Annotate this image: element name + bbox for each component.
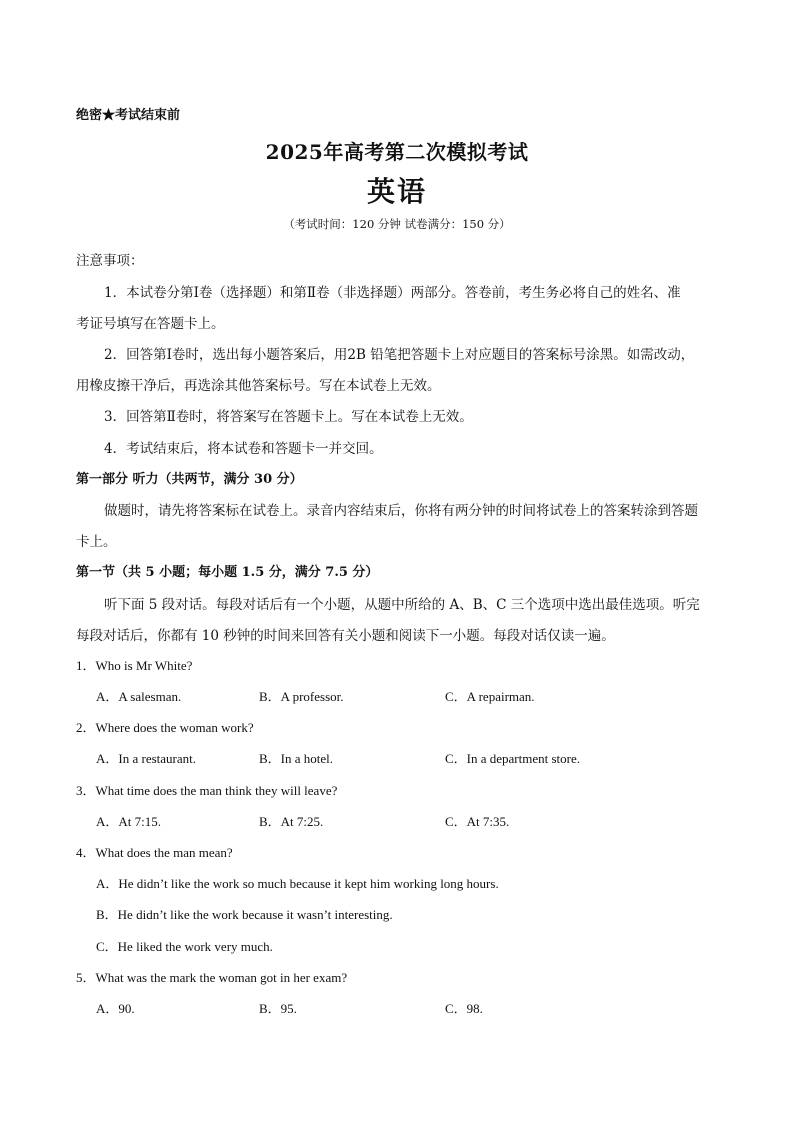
section1-heading: 第一节（共 5 小题；每小题 1.5 分，满分 7.5 分） <box>76 565 379 580</box>
question-3-option-a: A．At 7:15. <box>96 814 162 829</box>
question-2: 2．Where does the woman work? <box>76 720 254 735</box>
section1-intro-line-1: 听下面 5 段对话。每段对话后有一个小题，从题中所给的 A、B、C 三个选项中选出最佳选项。听完 <box>104 597 700 613</box>
exam-meta: （考试时间：120 分钟 试卷满分：150 分） <box>283 217 511 231</box>
part1-heading: 第一部分 听力（共两节，满分 30 分） <box>76 472 303 487</box>
note-2-line-1: 2．回答第Ⅰ卷时，选出每小题答案后，用2B 铅笔把答题卡上对应题目的答案标号涂黑。如需改动， <box>104 347 695 363</box>
question-1-option-a: A．A salesman. <box>96 689 182 704</box>
note-2-line-2: 用橡皮擦干净后，再选涂其他答案标号。写在本试卷上无效。 <box>76 378 441 394</box>
section1-intro-line-2: 每段对话后，你都有 10 秒钟的时间来回答有关小题和阅读下一小题。每段对话仅读一遍。 <box>76 628 615 644</box>
secret-label: 绝密★考试结束前 <box>76 108 181 123</box>
question-2-option-c: C．In a department store. <box>445 751 581 766</box>
part1-intro-line-1: 做题时，请先将答案标在试卷上。录音内容结束后，你将有两分钟的时间将试卷上的答案转涂到答题 <box>104 503 698 519</box>
question-1-option-c: C．A repairman. <box>445 689 535 704</box>
question-4: 4．What does the man mean? <box>76 845 233 860</box>
exam-title: 2025年高考第二次模拟考试 <box>265 140 529 164</box>
note-4: 4．考试结束后，将本试卷和答题卡一并交回。 <box>104 441 383 457</box>
note-1-line-2: 考证号填写在答题卡上。 <box>76 316 225 332</box>
subject-title: 英语 <box>366 175 427 208</box>
question-5-option-a: A．90. <box>96 1001 135 1016</box>
question-4-option-a: A．He didn’t like the work so much because it kept him working long hours. <box>96 876 499 891</box>
notes-heading: 注意事项： <box>76 253 144 269</box>
question-1-option-b: B．A professor. <box>259 689 344 704</box>
question-2-option-a: A．In a restaurant. <box>96 751 196 766</box>
note-1-line-1: 1．本试卷分第Ⅰ卷（选择题）和第Ⅱ卷（非选择题）两部分。答卷前，考生务必将自己的姓名、准 <box>104 285 681 301</box>
question-3-option-b: B．At 7:25. <box>259 814 324 829</box>
note-3: 3．回答第Ⅱ卷时，将答案写在答题卡上。写在本试卷上无效。 <box>104 409 473 425</box>
question-2-option-b: B．In a hotel. <box>259 751 334 766</box>
part1-intro-line-2: 卡上。 <box>76 534 117 550</box>
question-5: 5．What was the mark the woman got in her exam? <box>76 970 348 985</box>
question-4-option-b: B．He didn’t like the work because it wasn’t interesting. <box>96 907 393 922</box>
question-5-option-c: C．98. <box>445 1001 483 1016</box>
question-3-option-c: C．At 7:35. <box>445 814 510 829</box>
question-1: 1．Who is Mr White? <box>76 658 193 673</box>
question-3: 3．What time does the man think they will leave? <box>76 783 338 798</box>
question-4-option-c: C．He liked the work very much. <box>96 939 273 954</box>
question-5-option-b: B．95. <box>259 1001 297 1016</box>
